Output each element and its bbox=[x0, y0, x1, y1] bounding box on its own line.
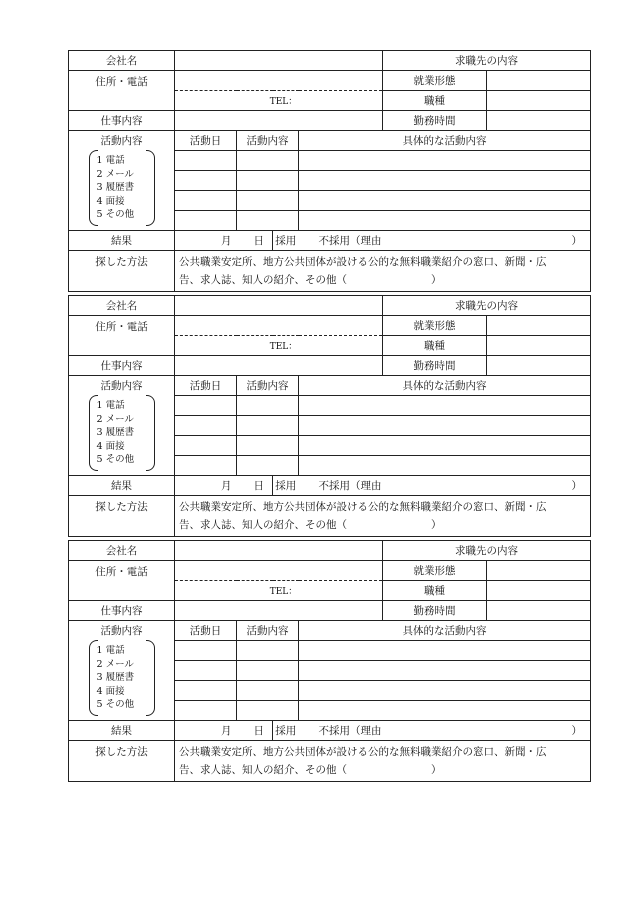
activity-date-field[interactable] bbox=[175, 436, 237, 456]
company-name-field[interactable] bbox=[175, 51, 383, 71]
specific-activity-field[interactable] bbox=[299, 151, 591, 171]
address-phone-label: 住所・電話 bbox=[69, 316, 175, 356]
job-content-label: 仕事内容 bbox=[69, 356, 175, 376]
activity-content-cell bbox=[69, 131, 175, 231]
result-date-field[interactable] bbox=[175, 231, 273, 251]
specific-activity-field[interactable] bbox=[299, 171, 591, 191]
activity-option-interview: 4 面接 bbox=[96, 440, 125, 452]
activity-date-header: 活動日 bbox=[175, 621, 237, 641]
specific-activity-field[interactable] bbox=[299, 211, 591, 231]
activity-option-email: 2 メール bbox=[96, 168, 134, 180]
job-type-label: 職種 bbox=[383, 581, 487, 601]
search-method-close-paren: ） bbox=[431, 764, 442, 776]
activity-type-field[interactable] bbox=[237, 171, 299, 191]
tel-label: TEL： bbox=[269, 342, 298, 352]
result-month-label: 月 bbox=[221, 235, 232, 247]
specific-activity-header: 具体的な活動内容 bbox=[299, 376, 591, 396]
recruiting-details-header: 求職先の内容 bbox=[383, 296, 591, 316]
specific-activity-field[interactable] bbox=[299, 661, 591, 681]
specific-activity-header: 具体的な活動内容 bbox=[299, 621, 591, 641]
specific-activity-header: 具体的な活動内容 bbox=[299, 131, 591, 151]
employment-type-label: 就業形態 bbox=[383, 71, 487, 91]
activity-type-field[interactable] bbox=[237, 661, 299, 681]
specific-activity-field[interactable] bbox=[299, 641, 591, 661]
result-not-hired-option[interactable] bbox=[299, 721, 591, 741]
activity-option-interview: 4 面接 bbox=[96, 195, 125, 207]
company-name-field[interactable] bbox=[175, 541, 383, 561]
activity-date-header: 活動日 bbox=[175, 131, 237, 151]
working-hours-label: 勤務時間 bbox=[383, 111, 487, 131]
activity-content-cell bbox=[69, 621, 175, 721]
activity-type-field[interactable] bbox=[237, 701, 299, 721]
activity-content-label: 活動内容 bbox=[100, 625, 143, 637]
activity-option-other: 5 その他 bbox=[96, 699, 135, 710]
result-hired-option[interactable]: 採用 bbox=[273, 721, 299, 741]
company-name-field[interactable] bbox=[175, 296, 383, 316]
phone-field[interactable] bbox=[175, 336, 383, 356]
working-hours-field[interactable] bbox=[487, 356, 591, 376]
right-bracket bbox=[146, 150, 155, 226]
activity-option-email: 2 メール bbox=[96, 413, 134, 425]
working-hours-label: 勤務時間 bbox=[383, 601, 487, 621]
activity-type-field[interactable] bbox=[237, 151, 299, 171]
result-close-paren: ） bbox=[571, 480, 582, 492]
activity-options-list bbox=[97, 154, 135, 222]
search-method-label: 探した方法 bbox=[69, 496, 175, 537]
activity-content-label: 活動内容 bbox=[100, 380, 143, 392]
search-method-close-paren: ） bbox=[431, 274, 442, 286]
result-hired-option[interactable]: 採用 bbox=[273, 231, 299, 251]
job-content-field[interactable] bbox=[175, 111, 383, 131]
job-type-label: 職種 bbox=[383, 91, 487, 111]
activity-date-field[interactable] bbox=[175, 416, 237, 436]
result-not-hired-label: 不採用（理由 bbox=[318, 235, 382, 247]
search-method-text bbox=[175, 251, 591, 292]
search-method-line2-text: 告、求人誌、知人の紹介、その他（ bbox=[179, 764, 347, 776]
result-day-label: 日 bbox=[253, 480, 264, 492]
activity-option-other: 5 その他 bbox=[96, 209, 135, 220]
activity-date-field[interactable] bbox=[175, 151, 237, 171]
activity-type-field[interactable] bbox=[237, 436, 299, 456]
address-phone-label: 住所・電話 bbox=[69, 71, 175, 111]
specific-activity-field[interactable] bbox=[299, 396, 591, 416]
search-method-text bbox=[175, 496, 591, 537]
job-type-field[interactable] bbox=[487, 336, 591, 356]
result-not-hired-label: 不採用（理由 bbox=[318, 480, 382, 492]
search-method-line1: 公共職業安定所、地方公共団体が設ける公的な無料職業紹介の窓口、新聞・広 bbox=[179, 746, 547, 758]
result-label: 結果 bbox=[69, 231, 175, 251]
job-content-field[interactable] bbox=[175, 356, 383, 376]
activity-date-field[interactable] bbox=[175, 191, 237, 211]
job-type-label: 職種 bbox=[383, 336, 487, 356]
phone-field[interactable] bbox=[175, 581, 383, 601]
working-hours-label: 勤務時間 bbox=[383, 356, 487, 376]
employment-type-label: 就業形態 bbox=[383, 561, 487, 581]
search-method-text bbox=[175, 741, 591, 782]
tel-label: TEL： bbox=[269, 97, 298, 107]
activity-option-phone: 1 電話 bbox=[96, 645, 125, 656]
specific-activity-field[interactable] bbox=[299, 191, 591, 211]
search-method-close-paren: ） bbox=[431, 519, 442, 531]
search-method-line1: 公共職業安定所、地方公共団体が設ける公的な無料職業紹介の窓口、新聞・広 bbox=[179, 501, 547, 513]
specific-activity-field[interactable] bbox=[299, 456, 591, 476]
job-content-field[interactable] bbox=[175, 601, 383, 621]
activity-type-field[interactable] bbox=[237, 396, 299, 416]
activity-record-table bbox=[68, 540, 591, 782]
activity-date-field[interactable] bbox=[175, 701, 237, 721]
activity-option-phone: 1 電話 bbox=[96, 400, 125, 411]
specific-activity-field[interactable] bbox=[299, 416, 591, 436]
specific-activity-field[interactable] bbox=[299, 681, 591, 701]
result-month-label: 月 bbox=[221, 480, 232, 492]
employment-type-label: 就業形態 bbox=[383, 316, 487, 336]
activity-type-field[interactable] bbox=[237, 416, 299, 436]
right-bracket bbox=[146, 395, 155, 471]
activity-date-field[interactable] bbox=[175, 641, 237, 661]
activity-option-resume: 3 履歴書 bbox=[96, 672, 135, 683]
result-label: 結果 bbox=[69, 721, 175, 741]
address-field[interactable] bbox=[175, 71, 383, 91]
company-label: 会社名 bbox=[69, 296, 175, 316]
result-close-paren: ） bbox=[571, 235, 582, 247]
activity-option-email: 2 メール bbox=[96, 658, 134, 670]
activity-record-block bbox=[68, 295, 590, 541]
activity-date-field[interactable] bbox=[175, 661, 237, 681]
address-phone-label: 住所・電話 bbox=[69, 561, 175, 601]
recruiting-details-header: 求職先の内容 bbox=[383, 541, 591, 561]
activity-option-interview: 4 面接 bbox=[96, 685, 125, 697]
search-method-line2 bbox=[179, 271, 586, 289]
address-field[interactable] bbox=[175, 561, 383, 581]
result-not-hired-label: 不採用（理由 bbox=[318, 725, 382, 737]
activity-date-header: 活動日 bbox=[175, 376, 237, 396]
right-bracket bbox=[146, 640, 155, 716]
result-date-field[interactable] bbox=[175, 721, 273, 741]
activity-options-bracket bbox=[89, 395, 155, 471]
search-method-line2-text: 告、求人誌、知人の紹介、その他（ bbox=[179, 519, 347, 531]
activity-type-field[interactable] bbox=[237, 681, 299, 701]
company-label: 会社名 bbox=[69, 541, 175, 561]
specific-activity-field[interactable] bbox=[299, 436, 591, 456]
activity-content-label: 活動内容 bbox=[100, 135, 143, 147]
activity-type-header: 活動内容 bbox=[237, 621, 299, 641]
result-hired-option[interactable]: 採用 bbox=[273, 476, 299, 496]
search-method-line2 bbox=[179, 516, 586, 534]
activity-type-field[interactable] bbox=[237, 641, 299, 661]
activity-options-bracket bbox=[89, 150, 155, 226]
activity-type-header: 活動内容 bbox=[237, 376, 299, 396]
search-method-label: 探した方法 bbox=[69, 741, 175, 782]
employment-type-field[interactable] bbox=[487, 316, 591, 336]
activity-type-header: 活動内容 bbox=[237, 131, 299, 151]
job-type-field[interactable] bbox=[487, 91, 591, 111]
result-month-label: 月 bbox=[221, 725, 232, 737]
activity-date-field[interactable] bbox=[175, 456, 237, 476]
activity-option-resume: 3 履歴書 bbox=[96, 427, 135, 438]
result-close-paren: ） bbox=[571, 725, 582, 737]
result-date-field[interactable] bbox=[175, 476, 273, 496]
search-method-line2-text: 告、求人誌、知人の紹介、その他（ bbox=[179, 274, 347, 286]
address-field[interactable] bbox=[175, 316, 383, 336]
activity-type-field[interactable] bbox=[237, 191, 299, 211]
job-content-label: 仕事内容 bbox=[69, 601, 175, 621]
search-method-line2 bbox=[179, 761, 586, 779]
activity-options-bracket bbox=[89, 640, 155, 716]
job-search-activity-form bbox=[68, 50, 590, 786]
activity-date-field[interactable] bbox=[175, 171, 237, 191]
job-type-field[interactable] bbox=[487, 581, 591, 601]
activity-record-block bbox=[68, 50, 590, 296]
tel-label: TEL： bbox=[269, 587, 298, 597]
recruiting-details-header: 求職先の内容 bbox=[383, 51, 591, 71]
result-day-label: 日 bbox=[253, 725, 264, 737]
company-label: 会社名 bbox=[69, 51, 175, 71]
activity-option-other: 5 その他 bbox=[96, 454, 135, 465]
activity-content-cell bbox=[69, 376, 175, 476]
search-method-line1: 公共職業安定所、地方公共団体が設ける公的な無料職業紹介の窓口、新聞・広 bbox=[179, 256, 547, 268]
result-day-label: 日 bbox=[253, 235, 264, 247]
phone-field[interactable] bbox=[175, 91, 383, 111]
activity-type-field[interactable] bbox=[237, 211, 299, 231]
job-content-label: 仕事内容 bbox=[69, 111, 175, 131]
result-label: 結果 bbox=[69, 476, 175, 496]
employment-type-field[interactable] bbox=[487, 561, 591, 581]
search-method-label: 探した方法 bbox=[69, 251, 175, 292]
activity-date-field[interactable] bbox=[175, 396, 237, 416]
activity-date-field[interactable] bbox=[175, 681, 237, 701]
result-not-hired-option[interactable] bbox=[299, 231, 591, 251]
result-not-hired-option[interactable] bbox=[299, 476, 591, 496]
activity-option-phone: 1 電話 bbox=[96, 155, 125, 166]
activity-options-list bbox=[97, 644, 135, 712]
activity-type-field[interactable] bbox=[237, 456, 299, 476]
activity-record-table bbox=[68, 295, 591, 537]
activity-record-block bbox=[68, 540, 590, 786]
working-hours-field[interactable] bbox=[487, 601, 591, 621]
activity-options-list bbox=[97, 399, 135, 467]
activity-option-resume: 3 履歴書 bbox=[96, 182, 135, 193]
activity-date-field[interactable] bbox=[175, 211, 237, 231]
activity-record-table bbox=[68, 50, 591, 292]
employment-type-field[interactable] bbox=[487, 71, 591, 91]
working-hours-field[interactable] bbox=[487, 111, 591, 131]
specific-activity-field[interactable] bbox=[299, 701, 591, 721]
